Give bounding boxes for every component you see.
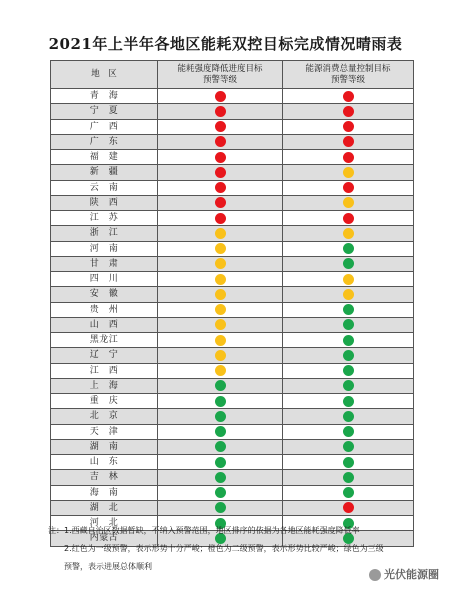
total-warning-cell <box>283 119 414 134</box>
total-warning-cell <box>283 302 414 317</box>
warning-dot-icon <box>215 106 226 117</box>
table-row <box>51 424 414 439</box>
warning-dot-icon <box>343 472 354 483</box>
warning-dot-icon <box>343 106 354 117</box>
intensity-warning-cell <box>158 455 283 470</box>
total-warning-cell <box>283 150 414 165</box>
intensity-warning-cell <box>158 89 283 104</box>
warning-dot-icon <box>343 335 354 346</box>
table-row <box>51 150 414 165</box>
warning-dot-icon <box>215 457 226 468</box>
warning-dot-icon <box>343 213 354 224</box>
warning-dot-icon <box>343 167 354 178</box>
table-row <box>51 439 414 454</box>
region-cell: 江 苏 <box>51 211 158 226</box>
table-row <box>51 165 414 180</box>
warning-dot-icon <box>215 243 226 254</box>
warning-dot-icon <box>343 91 354 102</box>
warning-dot-icon <box>215 350 226 361</box>
region-cell: 海 南 <box>51 485 158 500</box>
warning-dot-icon <box>343 487 354 498</box>
total-warning-cell <box>283 89 414 104</box>
total-warning-cell <box>283 165 414 180</box>
warning-dot-icon <box>215 396 226 407</box>
warning-dot-icon <box>215 335 226 346</box>
warning-dot-icon <box>343 441 354 452</box>
intensity-warning-cell <box>158 104 283 119</box>
warning-dot-icon <box>215 182 226 193</box>
table-row <box>51 302 414 317</box>
table-row <box>51 241 414 256</box>
table-row <box>51 287 414 302</box>
intensity-warning-cell <box>158 150 283 165</box>
intensity-warning-cell <box>158 424 283 439</box>
table-row <box>51 134 414 149</box>
table-row <box>51 348 414 363</box>
region-cell: 贵 州 <box>51 302 158 317</box>
warning-dot-icon <box>215 213 226 224</box>
table-row <box>51 455 414 470</box>
warning-dot-icon <box>343 182 354 193</box>
region-cell: 广 西 <box>51 119 158 134</box>
table-row <box>51 226 414 241</box>
warning-dot-icon <box>215 289 226 300</box>
warning-dot-icon <box>215 426 226 437</box>
warning-dot-icon <box>215 380 226 391</box>
table-row <box>51 409 414 424</box>
warning-dot-icon <box>343 289 354 300</box>
total-warning-cell <box>283 317 414 332</box>
warning-dot-icon <box>215 258 226 269</box>
warning-dot-icon <box>215 228 226 239</box>
warning-dot-icon <box>215 304 226 315</box>
region-cell: 浙 江 <box>51 226 158 241</box>
intensity-warning-cell <box>158 226 283 241</box>
region-cell: 上 海 <box>51 378 158 393</box>
total-warning-cell <box>283 180 414 195</box>
region-cell: 甘 肃 <box>51 256 158 271</box>
warning-dot-icon <box>343 426 354 437</box>
intensity-warning-cell <box>158 409 283 424</box>
warning-dot-icon <box>215 167 226 178</box>
table-row <box>51 363 414 378</box>
warning-dot-icon <box>215 502 226 513</box>
region-cell: 河 南 <box>51 241 158 256</box>
watermark: 光伏能源圈 <box>369 566 439 582</box>
table-row <box>51 272 414 287</box>
header-intensity-warning: 能耗强度降低进度目标 预警等级 <box>158 61 283 89</box>
table-row <box>51 119 414 134</box>
intensity-warning-cell <box>158 470 283 485</box>
total-warning-cell <box>283 241 414 256</box>
table-row <box>51 211 414 226</box>
warning-dot-icon <box>343 228 354 239</box>
intensity-warning-cell <box>158 256 283 271</box>
intensity-warning-cell <box>158 287 283 302</box>
region-cell: 重 庆 <box>51 394 158 409</box>
intensity-warning-cell <box>158 195 283 210</box>
warning-dot-icon <box>215 274 226 285</box>
table-row <box>51 89 414 104</box>
region-cell: 吉 林 <box>51 470 158 485</box>
intensity-warning-cell <box>158 134 283 149</box>
total-warning-cell <box>283 409 414 424</box>
warning-dot-icon <box>343 121 354 132</box>
intensity-warning-cell <box>158 394 283 409</box>
intensity-warning-cell <box>158 333 283 348</box>
warning-dot-icon <box>343 365 354 376</box>
region-cell: 新 疆 <box>51 165 158 180</box>
region-cell: 宁 夏 <box>51 104 158 119</box>
intensity-warning-cell <box>158 272 283 287</box>
total-warning-cell <box>283 287 414 302</box>
note-line-3: 预警，表示进展总体顺利 <box>48 562 152 571</box>
intensity-warning-cell <box>158 363 283 378</box>
warning-dot-icon <box>215 472 226 483</box>
total-warning-cell <box>283 439 414 454</box>
page-title: 2021年上半年各地区能耗双控目标完成情况晴雨表 <box>48 35 403 53</box>
header-total-warning: 能源消费总量控制目标 预警等级 <box>283 61 414 89</box>
table-row <box>51 317 414 332</box>
intensity-warning-cell <box>158 317 283 332</box>
intensity-warning-cell <box>158 378 283 393</box>
table-row <box>51 470 414 485</box>
total-warning-cell <box>283 470 414 485</box>
region-cell: 河 北 <box>51 516 158 531</box>
table-body <box>51 89 414 547</box>
warning-dot-icon <box>343 304 354 315</box>
warning-dot-icon <box>343 380 354 391</box>
intensity-warning-cell <box>158 241 283 256</box>
intensity-warning-cell <box>158 348 283 363</box>
region-cell: 四 川 <box>51 272 158 287</box>
warning-dot-icon <box>343 396 354 407</box>
total-warning-cell <box>283 394 414 409</box>
total-warning-cell <box>283 211 414 226</box>
table-row <box>51 195 414 210</box>
intensity-warning-cell <box>158 485 283 500</box>
note-line-2: 2.红色为一级预警，表示形势十分严峻；橙色为二级预警，表示形势比较严峻；绿色为三级 <box>48 544 384 553</box>
table-row <box>51 378 414 393</box>
table-row <box>51 500 414 515</box>
region-cell: 安 徽 <box>51 287 158 302</box>
header-region: 地 区 <box>51 61 158 89</box>
region-cell: 陕 西 <box>51 195 158 210</box>
warning-dot-icon <box>343 258 354 269</box>
total-warning-cell <box>283 333 414 348</box>
region-cell: 山 东 <box>51 455 158 470</box>
warning-dot-icon <box>215 136 226 147</box>
note-line-1: 注：1.西藏自治区数据暂缺，不纳入预警范围，地区排序的依据为各地区能耗强度降低率 <box>48 526 360 535</box>
total-warning-cell <box>283 226 414 241</box>
total-warning-cell <box>283 424 414 439</box>
total-warning-cell <box>283 272 414 287</box>
wechat-logo-icon <box>369 569 381 581</box>
warning-dot-icon <box>215 365 226 376</box>
intensity-warning-cell <box>158 302 283 317</box>
region-cell: 福 建 <box>51 150 158 165</box>
intensity-warning-cell <box>158 119 283 134</box>
warning-dot-icon <box>215 487 226 498</box>
region-cell: 青 海 <box>51 89 158 104</box>
warning-dot-icon <box>343 319 354 330</box>
warning-dot-icon <box>215 91 226 102</box>
intensity-warning-cell <box>158 500 283 515</box>
warning-dot-icon <box>215 411 226 422</box>
region-cell: 云 南 <box>51 180 158 195</box>
warning-table <box>50 60 414 547</box>
warning-dot-icon <box>343 350 354 361</box>
warning-dot-icon <box>343 243 354 254</box>
warning-dot-icon <box>343 411 354 422</box>
region-cell: 湖 南 <box>51 439 158 454</box>
warning-dot-icon <box>343 136 354 147</box>
intensity-warning-cell <box>158 180 283 195</box>
warning-dot-icon <box>343 197 354 208</box>
region-cell: 山 西 <box>51 317 158 332</box>
total-warning-cell <box>283 500 414 515</box>
region-cell: 江 西 <box>51 363 158 378</box>
region-cell: 辽 宁 <box>51 348 158 363</box>
region-cell: 天 津 <box>51 424 158 439</box>
table-row <box>51 333 414 348</box>
total-warning-cell <box>283 378 414 393</box>
total-warning-cell <box>283 485 414 500</box>
warning-dot-icon <box>215 319 226 330</box>
warning-dot-icon <box>343 274 354 285</box>
total-warning-cell <box>283 256 414 271</box>
warning-dot-icon <box>215 152 226 163</box>
total-warning-cell <box>283 104 414 119</box>
warning-dot-icon <box>343 502 354 513</box>
region-cell: 黑龙江 <box>51 333 158 348</box>
warning-dot-icon <box>343 152 354 163</box>
total-warning-cell <box>283 348 414 363</box>
total-warning-cell <box>283 195 414 210</box>
region-cell: 北 京 <box>51 409 158 424</box>
region-cell: 内蒙古 <box>51 531 158 546</box>
table-row <box>51 394 414 409</box>
total-warning-cell <box>283 455 414 470</box>
intensity-warning-cell <box>158 165 283 180</box>
intensity-warning-cell <box>158 211 283 226</box>
table-row <box>51 180 414 195</box>
table-row <box>51 104 414 119</box>
total-warning-cell <box>283 363 414 378</box>
warning-dot-icon <box>215 197 226 208</box>
warning-dot-icon <box>343 457 354 468</box>
region-cell: 湖 北 <box>51 500 158 515</box>
warning-dot-icon <box>215 441 226 452</box>
warning-dot-icon <box>215 121 226 132</box>
table-row <box>51 485 414 500</box>
intensity-warning-cell <box>158 439 283 454</box>
table-row <box>51 256 414 271</box>
region-cell: 广 东 <box>51 134 158 149</box>
total-warning-cell <box>283 134 414 149</box>
table-header-row <box>51 61 414 89</box>
